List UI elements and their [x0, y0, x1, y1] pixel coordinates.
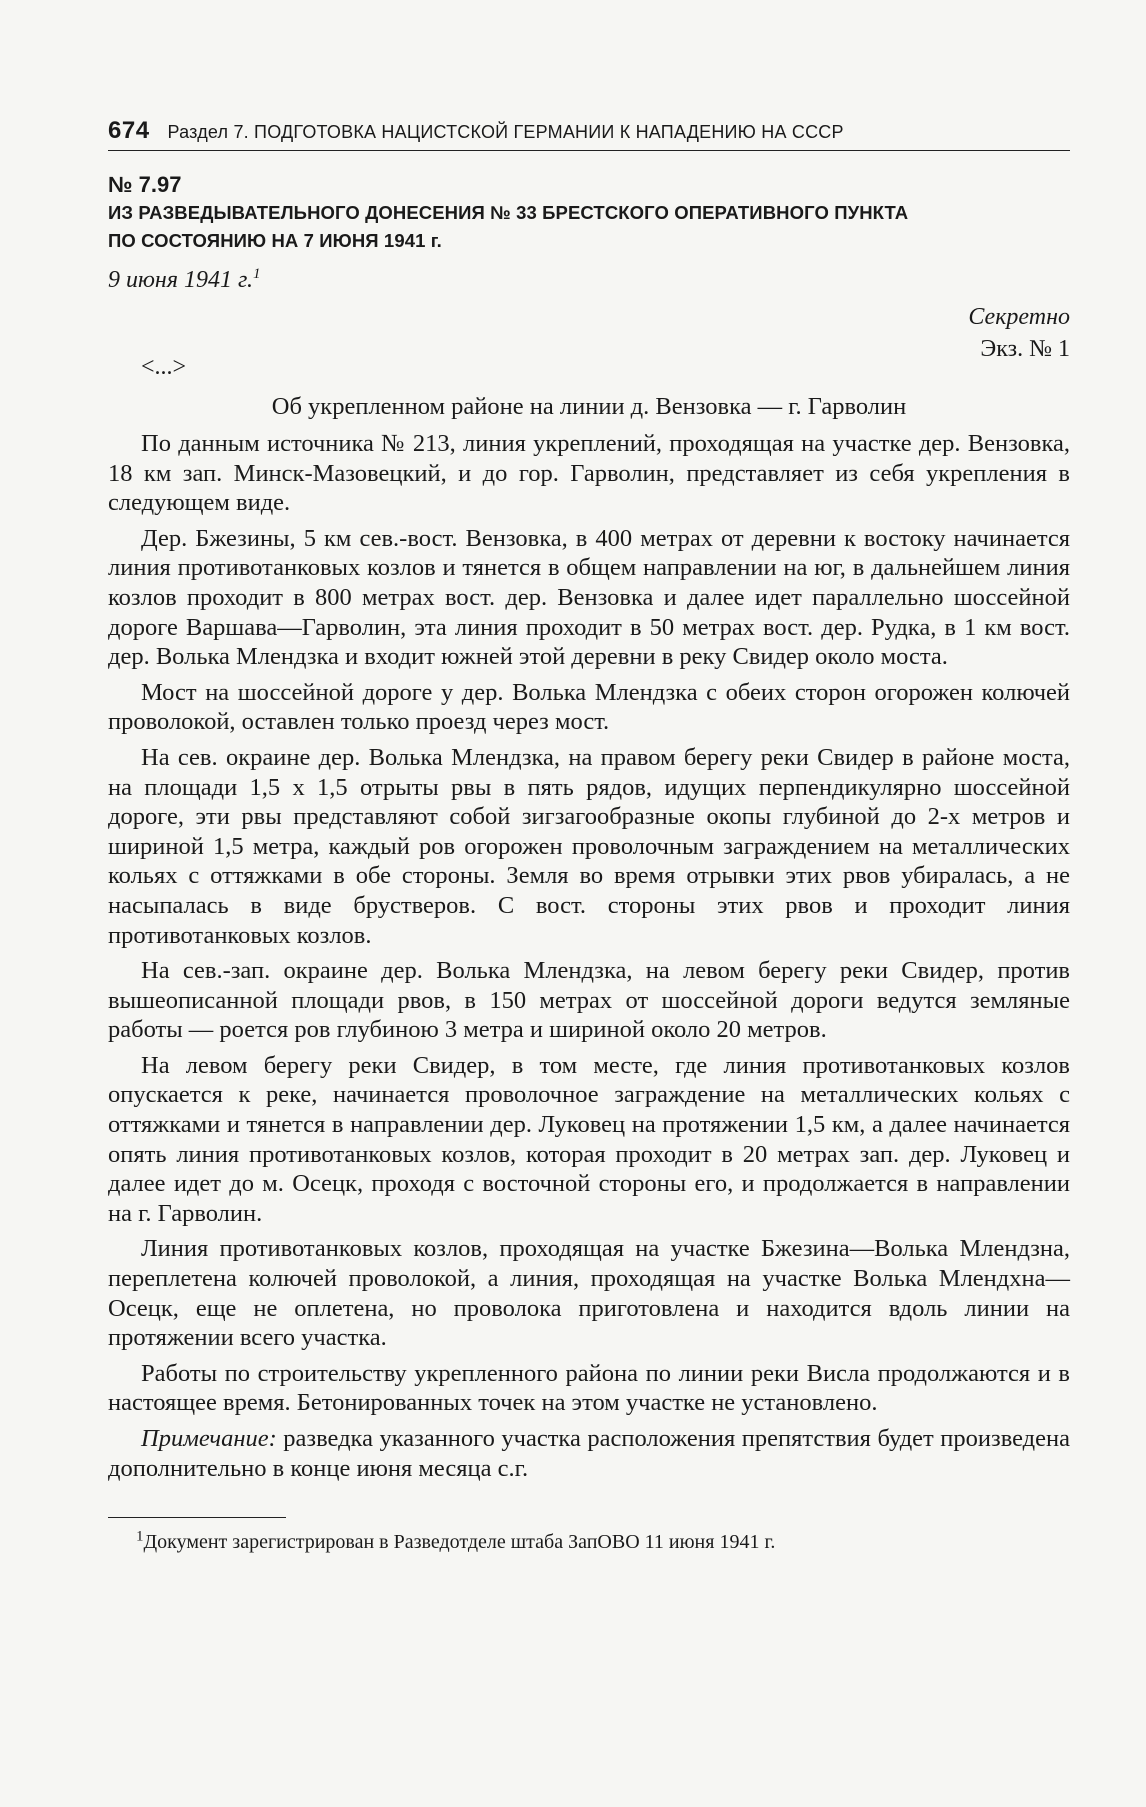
footnote-divider — [108, 1517, 286, 1518]
note-paragraph — [108, 1424, 1070, 1483]
page-number: 674 — [108, 117, 150, 144]
note-label: Примечание: — [141, 1425, 277, 1452]
body-paragraph-3: Мост на шоссейной дороге у дер. Волька Млендзка с обеих сторон огорожен колючей проволокой, оставлен только проезд через мост. — [108, 678, 1070, 736]
footnote-mark: 1 — [136, 1528, 144, 1545]
document-title-line-1: ИЗ РАЗВЕДЫВАТЕЛЬНОГО ДОНЕСЕНИЯ № 33 БРЕСТСКОГО ОПЕРАТИВНОГО ПУНКТА — [108, 202, 909, 223]
section-title: Раздел 7. ПОДГОТОВКА НАЦИСТСКОЙ ГЕРМАНИИ К НАПАДЕНИЮ НА СССР — [167, 122, 844, 142]
footnote — [108, 1528, 1070, 1556]
footnote-text: Документ зарегистрирован в Разведотделе штаба ЗапОВО 11 июня 1941 г. — [143, 1531, 776, 1554]
book-page — [108, 117, 1070, 1556]
document-subheading: Об укрепленном районе на линии д. Вензовка — г. Гарволин — [271, 393, 907, 420]
document-date-text: 9 июня 1941 г. — [108, 267, 254, 293]
omission-mark: <...> — [141, 354, 187, 380]
body-paragraph-5: На сев.-зап. окраине дер. Волька Млендзка, на левом берегу реки Свидер, против вышеописанной площади рвов, в 150 метрах от шоссейной дороги ведутся земляные работы — роется ров глубиною 3 метра и шириной около 20 метров. — [108, 957, 1070, 1044]
copy-number: Экз. № 1 — [980, 336, 1070, 362]
document-date — [108, 265, 1070, 295]
document-number: № 7.97 — [108, 172, 182, 197]
note-text: разведка указанного участка расположения препятствия будет произведена дополнительно в конце июня месяца с.г. — [108, 1425, 1070, 1482]
body-paragraph-6: На левом берегу реки Свидер, в том месте, где линия противотанковых козлов опускается к реке, начинается проволочное заграждение на металлических кольях с оттяжками и тянется в направлении дер. Луковец на протяжении 1,5 км, а далее начинается опять линия противотанковых козлов, которая проходит в 20 метрах зап. дер. Луковец и далее идет до м. Осецк, проходя с восточной стороны его, и продолжается в направлении на г. Гарволин. — [108, 1051, 1070, 1227]
body-paragraph-8: Работы по строительству укрепленного района по линии реки Висла продолжаются и в настоящее время. Бетонированных точек на этом участке не установлено. — [108, 1359, 1070, 1417]
classification-stamp: Секретно — [968, 304, 1070, 330]
body-paragraph-1: По данным источника № 213, линия укреплений, проходящая на участке дер. Вензовка, 18 км зап. Минск-Мазовецкий, и до гор. Гарволин, представляет из себя укрепления в следующем виде. — [108, 430, 1070, 517]
date-footnote-mark: 1 — [253, 266, 261, 282]
body-paragraph-4: На сев. окраине дер. Волька Млендзка, на правом берегу реки Свидер в районе моста, на площади 1,5 х 1,5 отрыты рвы в пять рядов, идущих перпендикулярно шоссейной дороге, эти рвы представляют собой зигзагообразные окопы глубиной до 2-х метров и шириной 1,5 метра, каждый ров огорожен проволочным заграждением на металлических кольях с оттяжками в обе стороны. Земля во время отрывки этих рвов убиралась, а не насыпалась в виде брустверов. С вост. стороны этих рвов и проходит линия противотанковых козлов. — [108, 743, 1070, 949]
document-title-line-2: ПО СОСТОЯНИЮ НА 7 ИЮНЯ 1941 г. — [108, 230, 442, 251]
body-paragraph-7: Линия противотанковых козлов, проходящая на участке Бжезина—Волька Млендзна, переплетена колючей проволокой, а линия, проходящая на участке Волька Млендхна—Осецк, еще не оплетена, но проволока приготовлена и находится вдоль линии на протяжении всего участка. — [108, 1235, 1070, 1352]
running-header — [108, 117, 1070, 151]
body-paragraph-2: Дер. Бжезины, 5 км сев.-вост. Вензовка, в 400 метрах от деревни к востоку начинается линия противотанковых козлов и тянется в общем направлении на юг, в дальнейшем линия козлов проходит в 800 метрах вост. дер. Вензовка и далее идет параллельно шоссейной дороге Варшава—Гарволин, эта линия проходит в 50 метрах вост. дер. Рудка, в 1 км вост. дер. Волька Млендзка и входит южней этой деревни в реку Свидер около моста. — [108, 524, 1070, 671]
